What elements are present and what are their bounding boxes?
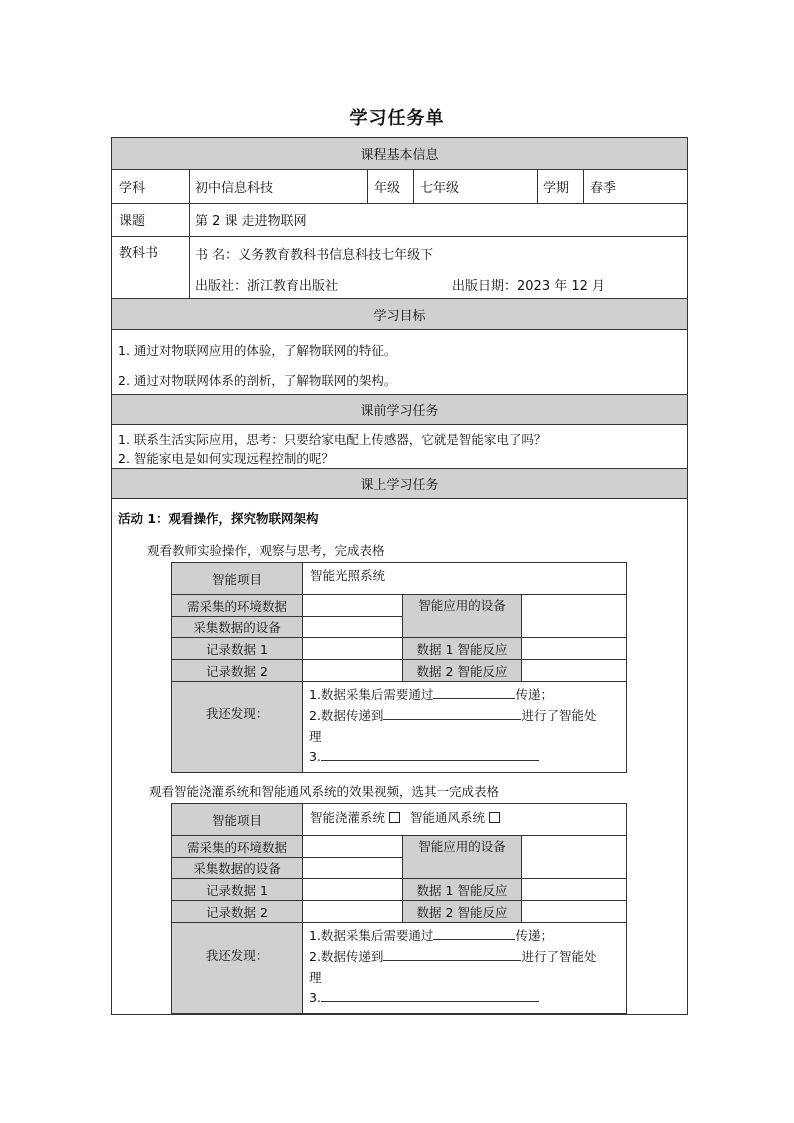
term-value: 春季 xyxy=(590,181,617,196)
textbook-label: 教科书 xyxy=(119,245,159,261)
grade-label: 年级 xyxy=(374,181,401,196)
term-label: 学期 xyxy=(543,181,570,196)
irrigation-checkbox[interactable] xyxy=(389,812,400,823)
project-label: 智能项目 xyxy=(211,812,262,828)
found-label: 我还发现： xyxy=(205,706,269,721)
in-class-header: 课上学习任务 xyxy=(112,469,687,499)
finding-2: 2.数据传递到 进行了智能处 xyxy=(309,708,597,723)
table1-intro: 观看教师实验操作，观察与思考，完成表格 xyxy=(147,543,385,558)
collect-device-label: 采集数据的设备 xyxy=(193,861,281,876)
page-title: 学习任务单 xyxy=(349,108,445,129)
activity-title: 活动 1：观看操作，探究物联网架构 xyxy=(118,511,319,526)
option-ventilation: 智能通风系统 xyxy=(410,810,486,825)
subject-label: 学科 xyxy=(119,181,146,196)
pre-class-header: 课前学习任务 xyxy=(112,395,687,425)
finding-1: 1.数据采集后需要通过 传递； xyxy=(309,928,553,943)
book-name: 书 名：义务教育教科书信息科技七年级下 xyxy=(195,247,434,263)
project-label: 智能项目 xyxy=(211,571,262,587)
reaction1-label: 数据 1 智能反应 xyxy=(416,882,508,898)
collect-device-label: 采集数据的设备 xyxy=(193,620,281,635)
topic-label: 课题 xyxy=(119,214,146,229)
finding-1: 1.数据采集后需要通过 传递； xyxy=(309,687,553,702)
record1-label: 记录数据 1 xyxy=(206,882,268,898)
objective-item: 1. 通过对物联网应用的体验，了解物联网的特征。 xyxy=(118,343,397,358)
pre-class-item: 2. 智能家电是如何实现远程控制的呢？ xyxy=(118,451,334,466)
reaction1-label: 数据 1 智能反应 xyxy=(416,641,508,657)
reaction2-label: 数据 2 智能反应 xyxy=(416,904,508,920)
subject-value: 初中信息科技 xyxy=(195,181,274,196)
publish-date: 出版日期：2023 年 12 月 xyxy=(452,278,606,294)
finding-3: 3. xyxy=(309,989,539,1005)
reaction2-label: 数据 2 智能反应 xyxy=(416,663,508,679)
pre-class-item: 1. 联系生活实际应用，思考：只要给家电配上传感器，它就是智能家电了吗？ xyxy=(118,432,547,447)
grade-value: 七年级 xyxy=(420,181,460,196)
table2-project-options xyxy=(310,808,500,826)
found-label: 我还发现： xyxy=(205,948,269,963)
record1-label: 记录数据 1 xyxy=(206,641,268,657)
record2-label: 记录数据 2 xyxy=(206,904,268,920)
course-info-header: 课程基本信息 xyxy=(112,138,687,170)
option-irrigation: 智能浇灌系统 xyxy=(310,810,386,825)
record2-label: 记录数据 2 xyxy=(206,663,268,679)
finding-3: 3. xyxy=(309,748,539,764)
topic-value: 第 2 课 走进物联网 xyxy=(195,214,307,229)
objectives-header: 学习目标 xyxy=(112,299,687,330)
env-data-label: 需采集的环境数据 xyxy=(186,598,287,614)
table2-intro: 观看智能浇灌系统和智能通风系统的效果视频，选其一完成表格 xyxy=(149,784,500,799)
env-data-label: 需采集的环境数据 xyxy=(186,839,287,855)
finding-2-cont: 理 xyxy=(309,970,322,985)
smart-device-label: 智能应用的设备 xyxy=(418,598,506,613)
publisher: 出版社：浙江教育出版社 xyxy=(195,278,339,294)
ventilation-checkbox[interactable] xyxy=(489,812,500,823)
finding-2: 2.数据传递到 进行了智能处 xyxy=(309,949,597,964)
objective-item: 2. 通过对物联网体系的剖析，了解物联网的架构。 xyxy=(118,373,397,388)
smart-device-label: 智能应用的设备 xyxy=(418,839,506,854)
finding-2-cont: 理 xyxy=(309,729,322,744)
table1-project-value: 智能光照系统 xyxy=(310,568,386,583)
